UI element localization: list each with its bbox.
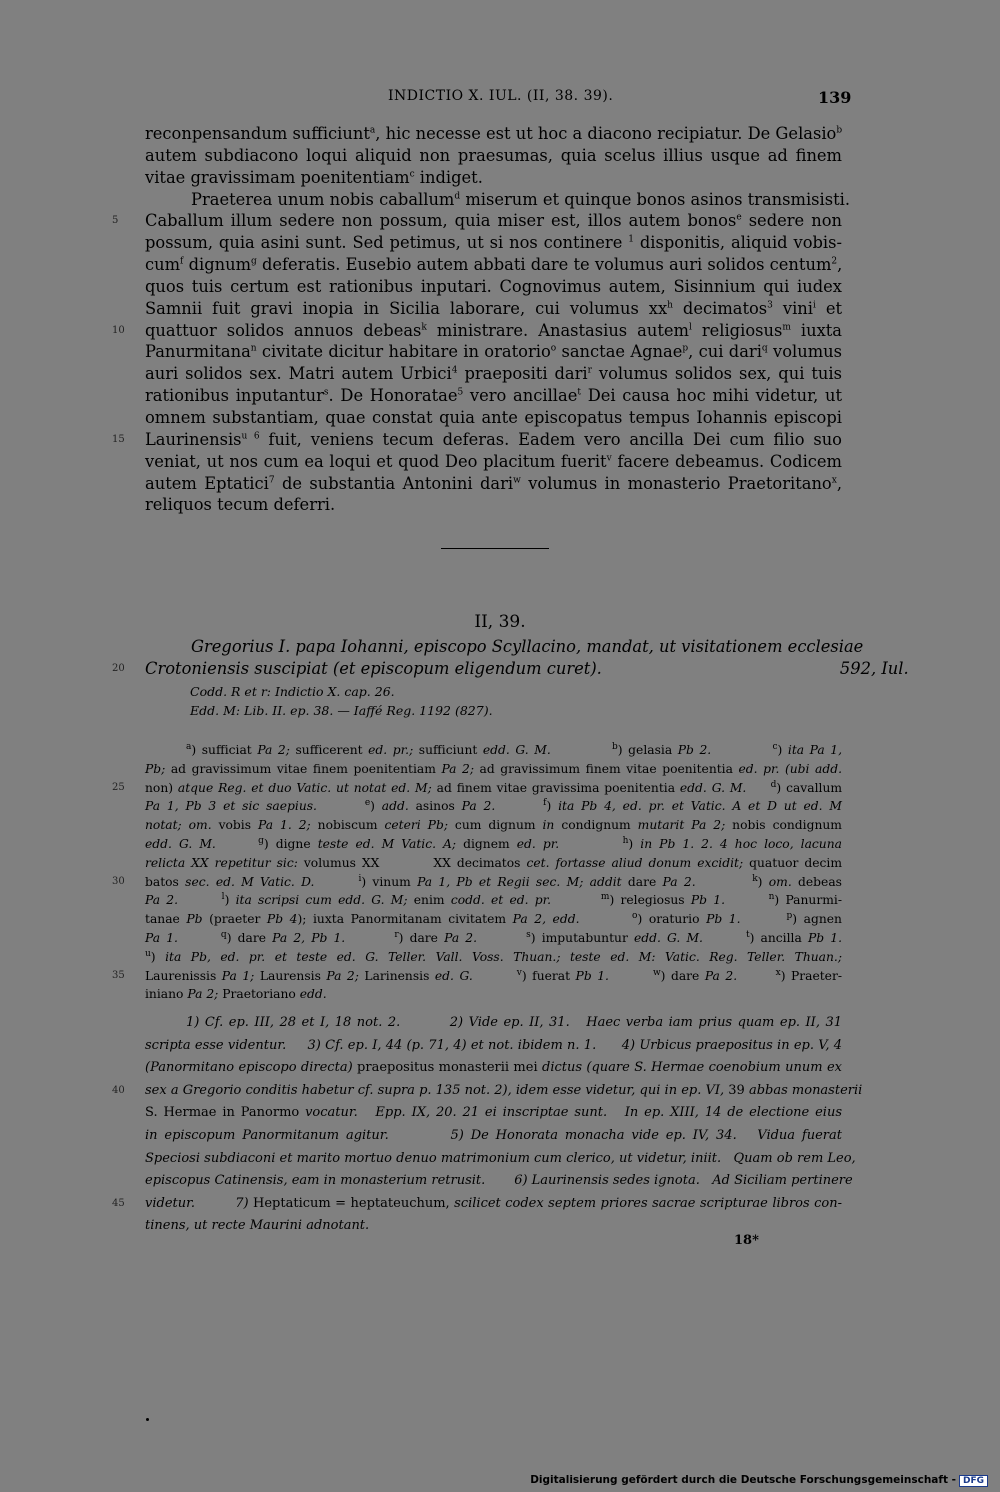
main-text-line [0,123,1000,145]
main-text-text: omnem substantiam, quae constat quia ante episcopatus tempus Iohannis episcopi [145,407,842,427]
summary-text: Gregorius I. papa Iohanni, episcopo Scyllacino, mandat, ut visitationem ecclesiae [191,637,864,656]
main-text-text: Caballum illum sedere non possum, quia miser est, illos autem bonos$^e$ sedere non [145,211,842,231]
apparatus-line [0,967,1000,986]
footnote-text: videtur. 7) Heptaticum = heptateuchum, scilicet codex septem priores sacrae scripturae libros con- [145,1195,843,1211]
apparatus-line [0,873,1000,892]
line-number: 15 [112,433,125,445]
footnote-text: S. Hermae in Panormo vocatur. Epp. IX, 20. 21 ei inscriptae sunt. In ep. XIII, 14 de electione eius [145,1105,842,1121]
main-text-line [0,341,1000,363]
apparatus-text: Pb; ad gravissimum vitae finem poenitentiam Pa 2; ad gravissimum finem vitae poenitentia ed. pr. (ubi add. [145,761,843,776]
summary-line [0,658,1000,680]
main-text-text: reconpensandum sufficiunt$^a$, hic necesse est ut hoc a diacono recipiatur. De Gelasio$^b$ [145,124,843,143]
footnote-text: (Panormitano episcopo directa) praepositus monasterii mei dictus (quare S. Hermae coenobium unum ex [145,1060,842,1076]
apparatus-line [0,948,1000,967]
footnote-text: scripta esse videntur. 3) Cf. ep. I, 44 (p. 71, 4) et not. ibidem n. 1. 4) Urbicus praepositus in ep. V, 4 [145,1037,842,1053]
line-number: 20 [112,662,125,674]
apparatus-text: $^u$) ita Pb, ed. pr. et teste ed. G. Teller. Vall. Voss. Thuan.; teste ed. M: Vatic. Reg. Teller. Thuan.; [145,948,842,964]
apparatus-line [0,985,1000,1004]
apparatus-text: notat; om. vobis Pa 1. 2; nobiscum ceteri Pb; cum dignum in condignum mutarit Pa 2; nobis condignum [145,818,842,833]
critical-apparatus [0,741,1000,1004]
footnote-line [0,1102,1000,1125]
section-divider [441,548,549,549]
footer-text: Digitalisierung gefördert durch die Deutsche Forschungsgemeinschaft - [530,1474,956,1486]
stray-mark [146,1418,149,1421]
summary-text: Crotoniensis suscipiat (et episcopum eligendum curet). 592, Iul. [145,658,909,678]
main-text-line [0,167,1000,189]
apparatus-text: edd. G. M. $^g$) digne teste ed. M Vatic. A; dignem ed. pr. $^h$) in Pb 1. 2. 4 hoc loco, lacuna [145,835,842,851]
main-text [0,123,1000,516]
line-number: 45 [112,1197,125,1209]
line-number: 10 [112,324,125,336]
line-number: 35 [112,969,125,981]
editions-line: Edd. M: Lib. II. ep. 38. — Iaffé Reg. 1192 (827). [190,703,493,718]
apparatus-line [0,797,1000,816]
codices-line: Codd. R et r: Indictio X. cap. 26. [190,684,395,699]
main-text-text: Praeterea unum nobis caballum$^d$ miserum et quinque bonos asinos transmisisti. [191,189,851,209]
apparatus-line [0,779,1000,798]
footnote-text: episcopus Catinensis, eam in monasterium retrusit. 6) Laurinensis sedes ignota. Ad Siciliam pertinere [145,1173,853,1189]
apparatus-text: iniano Pa 2; Praetoriano edd. [145,987,327,1002]
main-text-line [0,363,1000,385]
footnote-line [0,1125,1000,1148]
document-number: II, 39. [474,612,526,632]
apparatus-line [0,741,1000,760]
apparatus-text: non) atque Reg. et duo Vatic. ut notat ed. M; ad finem vitae gravissima poenitentia edd. G. M. $^d$) cavallum [145,779,843,795]
footnote-line [0,1215,1000,1238]
summary-line [0,636,1000,658]
footnote-line [0,1057,1000,1080]
apparatus-text: Pa 2. $^l$) ita scripsi cum edd. G. M; enim codd. et ed. pr. $^m$) relegiosus Pb 1. $^n$) Panurmi- [145,892,842,908]
main-text-line [0,232,1000,254]
footnote-text: Speciosi subdiaconi et marito mortuo denuo matrimonium cum clerico, ut videtur, iniit. Quam ob rem Leo, [145,1150,856,1166]
main-text-text: vitae gravissimam poenitentiam$^c$ indiget. [145,167,483,187]
main-text-text: quattuor solidos annuos debeas$^k$ ministrare. Anastasius autem$^l$ religiosus$^m$ iuxta [145,320,842,340]
main-text-line [0,473,1000,495]
main-text-line [0,429,1000,451]
main-text-line [0,320,1000,342]
main-text-text: autem Eptatici$^7$ de substantia Antonini dari$^w$ volumus in monasterio Praetoritano$^x$, [145,473,843,493]
main-text-text: quos tuis certum est rationibus inputari. Cognovimus autem, Sisinnium qui iudex [145,276,842,296]
footnotes [0,1012,1000,1238]
main-text-line [0,145,1000,167]
page-number: 139 [818,88,852,107]
apparatus-text: Laurenissis Pa 1; Laurensis Pa 2; Larinensis ed. G. $^v$) fuerat Pb 1. $^w$) dare Pa 2. $^x$) Praeter- [145,967,842,983]
main-text-text: auri solidos sex. Matri autem Urbici$^4$ praepositi dari$^r$ volumus solidos sex, qui tuis [145,364,842,384]
apparatus-text: tanae Pb (praeter Pb 4); iuxta Panormitanam civitatem Pa 2, edd. $^o$) oraturio Pb 1. $^p$) agnen [145,911,842,927]
apparatus-line [0,854,1000,873]
footnote-text: tinens, ut recte Maurini adnotant. [145,1218,370,1234]
main-text-text: autem subdiacono loqui aliquid non praesumas, quia scelus illius usque ad finem [145,145,842,165]
footnote-text: sex a Gregorio conditis habetur cf. supra p. 135 not. 2), idem esse videtur, qui in ep. VI, 39 abbas monasterii [145,1082,863,1098]
main-text-line [0,451,1000,473]
footnote-text: in episcopum Panormitanum agitur. 5) De Honorata monacha vide ep. IV, 34. Vidua fuerat [145,1127,842,1143]
main-text-line [0,210,1000,232]
apparatus-line [0,835,1000,854]
page-header [0,88,1000,112]
main-text-text: possum, quia asini sunt. Sed petimus, ut si nos continere $^1$ disponitis, aliquid vobis- [145,233,842,253]
document-summary [0,636,1000,680]
main-text-text: rationibus inputantur$^s$. De Honoratae$^5$ vero ancillae$^t$ Dei causa hoc mihi videtur, ut [145,386,842,406]
apparatus-text: Pa 1. $^q$) dare Pa 2, Pb 1. $^r$) dare Pa 2. $^s$) imputabuntur edd. G. M. $^t$) ancilla Pb 1. [145,929,842,945]
signature-mark: 18* [734,1233,759,1248]
apparatus-text: $^a$) sufficiat Pa 2; sufficerent ed. pr.; sufficiunt edd. G. M. $^b$) gelasia Pb 2. $^c$) ita Pa 1, [186,741,843,757]
main-text-text: Samnii fuit gravi inopia in Sicilia laborare, cui volumus $xx^h$ decimatos$^3$ vini$^i$ et [145,298,843,318]
line-number: 5 [112,215,119,227]
main-text-text: cum$^f$ dignum$^g$ deferatis. Eusebio autem abbati dare te volumus auri solidos centum$^2$, [145,255,843,275]
footer-credit [530,1474,988,1487]
footnote-line [0,1012,1000,1035]
footnote-line [0,1193,1000,1216]
main-text-text: reliquos tecum deferri. [145,495,336,515]
main-text-text: Panurmitana$^n$ civitate dicitur habitare in oratorio$^o$ sanctae Agnae$^p$, cui dari$^q$ volumus [145,342,842,362]
apparatus-text: relicta XX repetitur sic: volumus XX XX decimatos cet. fortasse aliud donum excidit; quatuor decim [145,855,843,870]
line-number: 30 [112,875,125,887]
main-text-text: Laurinensis$^{u 6}$ fuit, veniens tecum deferas. Eadem vero ancilla Dei cum filio suo [145,429,842,449]
apparatus-text: batos sec. ed. M Vatic. D. $^i$) vinum Pa 1, Pb et Regii sec. M; addit dare Pa 2. $^k$) om. debeas [145,873,842,889]
main-text-line [0,494,1000,516]
apparatus-line [0,891,1000,910]
apparatus-line [0,760,1000,779]
line-number: 40 [112,1084,125,1096]
footnote-line [0,1035,1000,1058]
main-text-line [0,276,1000,298]
main-text-line [0,385,1000,407]
footnote-line [0,1170,1000,1193]
apparatus-line [0,929,1000,948]
dfg-logo[interactable]: DFG [959,1475,988,1487]
line-number: 25 [112,781,125,793]
footnote-line [0,1148,1000,1171]
footnote-line [0,1080,1000,1103]
main-text-line [0,254,1000,276]
main-text-text: veniat, ut nos cum ea loqui et quod Deo placitum fuerit$^v$ facere debeamus. Codicem [145,451,843,471]
apparatus-text: Pa 1, Pb 3 et sic saepius. $^e$) add. asinos Pa 2. $^f$) ita Pb 4, ed. pr. et Vatic. A et D ut ed. M [145,798,842,814]
apparatus-line [0,816,1000,835]
footnote-text: 1) Cf. ep. III, 28 et I, 18 not. 2. 2) Vide ep. II, 31. Haec verba iam prius quam ep. II, 31 [186,1015,842,1030]
main-text-line [0,189,1000,211]
main-text-line [0,407,1000,429]
apparatus-line [0,910,1000,929]
running-title: INDICTIO X. IUL. (II, 38. 39). [388,88,614,104]
main-text-line [0,298,1000,320]
